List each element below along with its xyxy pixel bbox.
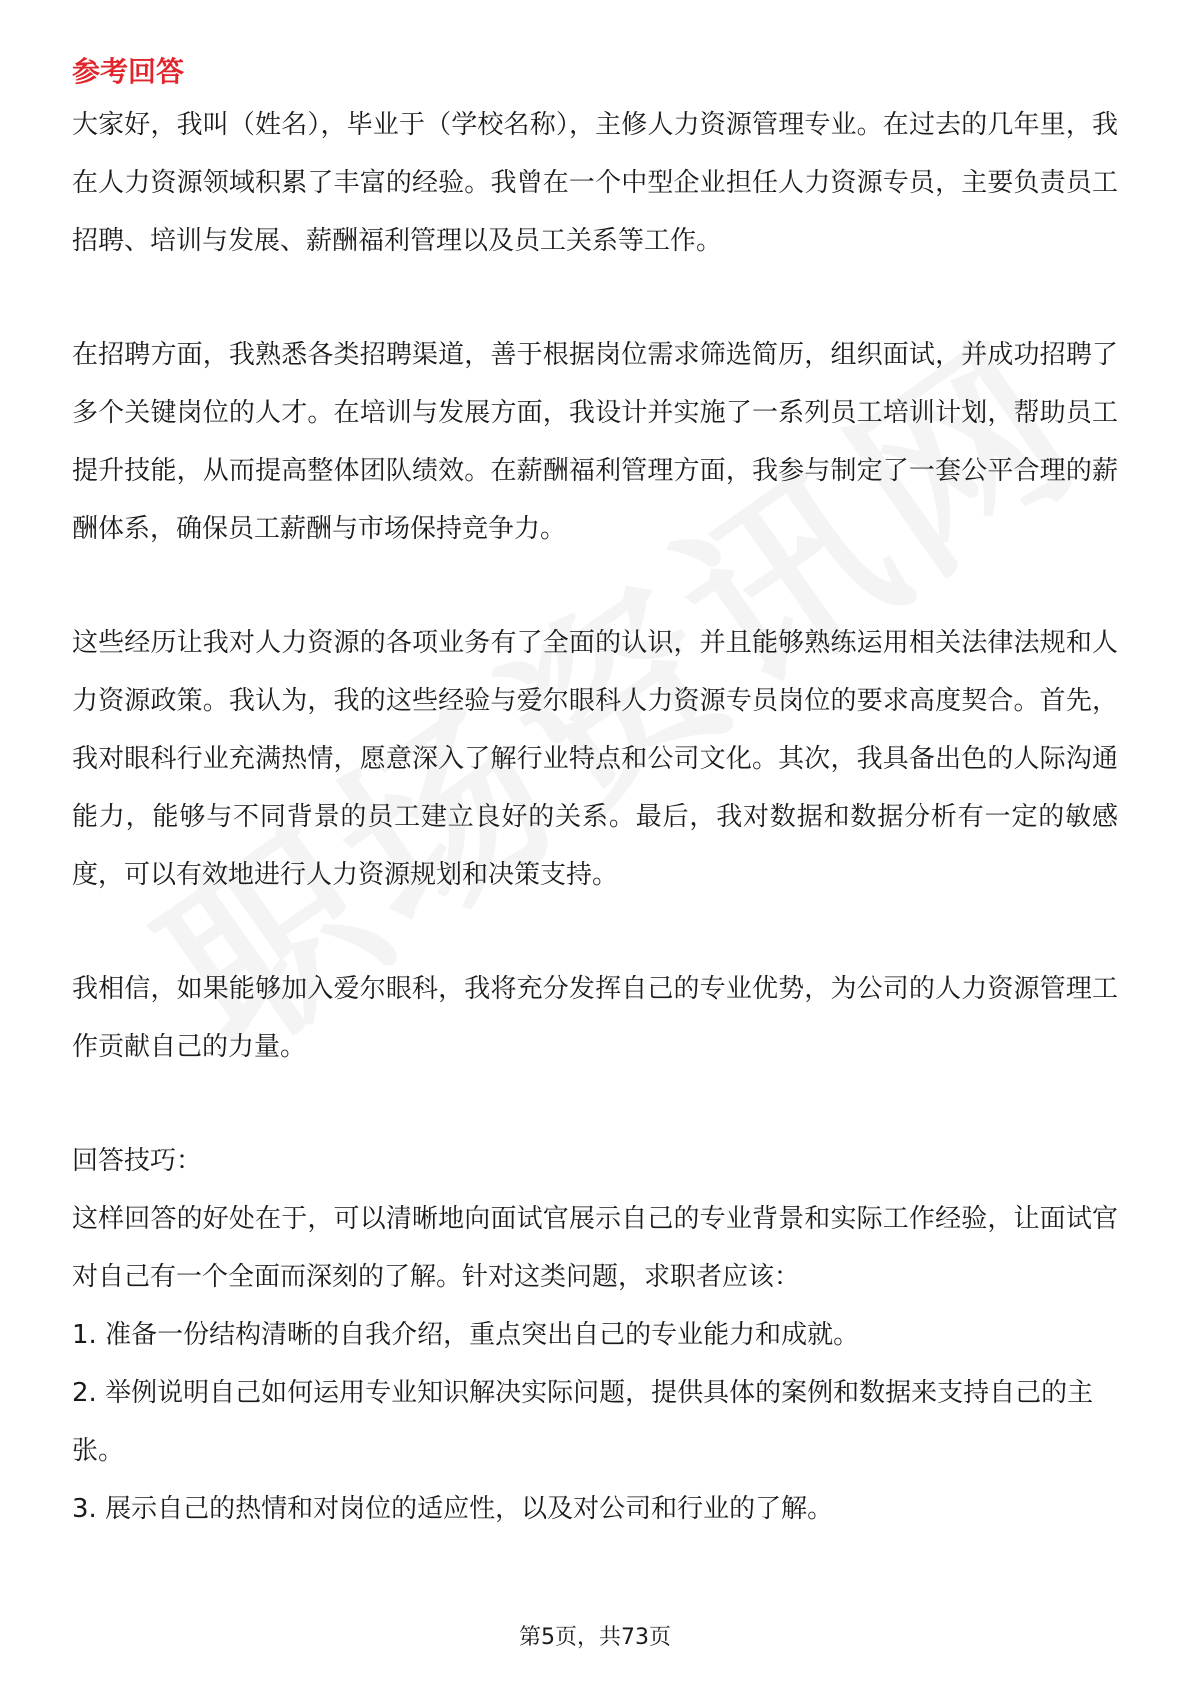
paragraph-recruitment: 在招聘方面，我熟悉各类招聘渠道，善于根据岗位需求筛选简历，组织面试，并成功招聘了多个关键岗位的人才。在培训与发展方面，我设计并实施了一系列员工培训计划，帮助员工提升技能，从而提高整体团队绩效。在薪酬福利管理方面，我参与制定了一套公平合理的薪酬体系，确保员工薪酬与市场保持竞争力。 [72,340,1118,544]
tip-item-1: 1. 准备一份结构清晰的自我介绍，重点突出自己的专业能力和成就。 [72,1320,860,1350]
tip-item-2: 2. 举例说明自己如何运用专业知识解决实际问题，提供具体的案例和数据来支持自己的主张。 [72,1378,1094,1466]
tips-title: 回答技巧： [72,1146,203,1176]
tips-intro: 这样回答的好处在于，可以清晰地向面试官展示自己的专业背景和实际工作经验，让面试官对自己有一个全面而深刻的了解。针对这类问题，求职者应该： [72,1204,1118,1292]
tip-item-3: 3. 展示自己的热情和对岗位的适应性，以及对公司和行业的了解。 [72,1494,834,1524]
paragraph-experience: 这些经历让我对人力资源的各项业务有了全面的认识，并且能够熟练运用相关法律法规和人力资源政策。我认为，我的这些经验与爱尔眼科人力资源专员岗位的要求高度契合。首先，我对眼科行业充满热情，愿意深入了解行业特点和公司文化。其次，我具备出色的人际沟通能力，能够与不同背景的员工建立良好的关系。最后，我对数据和数据分析有一定的敏感度，可以有效地进行人力资源规划和决策支持。 [72,628,1118,890]
section-heading: 参考回答 [72,55,185,88]
paragraph-intro: 大家好，我叫（姓名），毕业于（学校名称），主修人力资源管理专业。在过去的几年里，我在人力资源领域积累了丰富的经验。我曾在一个中型企业担任人力资源专员，主要负责员工招聘、培训与发展、薪酬福利管理以及员工关系等工作。 [72,110,1118,256]
document-body [72,48,1118,1538]
page-number: 第5页，共73页 [519,1625,671,1650]
paragraph-conclusion: 我相信，如果能够加入爱尔眼科，我将充分发挥自己的专业优势，为公司的人力资源管理工作贡献自己的力量。 [72,974,1118,1062]
